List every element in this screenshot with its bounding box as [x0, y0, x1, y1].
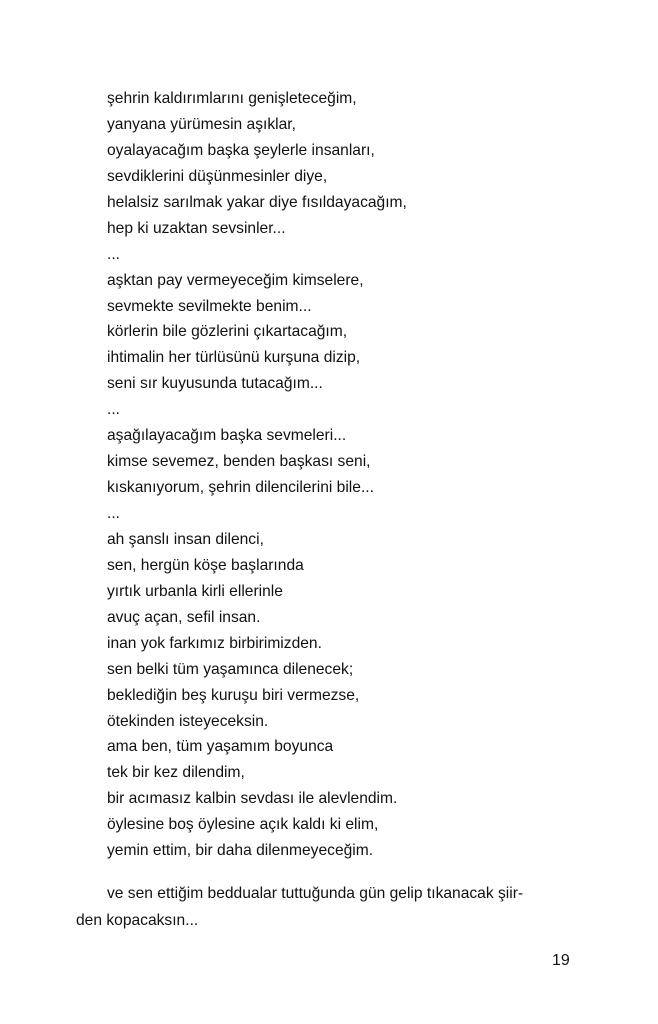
closing-line-2: den kopacaksın...: [76, 912, 199, 929]
poem-line: sen, hergün köşe başlarında: [107, 556, 304, 574]
poem-line: aşktan pay vermeyeceğim kimselere,: [107, 271, 364, 289]
poem-line: ah şanslı insan dilenci,: [107, 530, 264, 548]
poem-line: sen belki tüm yaşamınca dilenecek;: [107, 660, 354, 678]
poem-line: körlerin bile gözlerini çıkartacağım,: [107, 323, 348, 341]
poem-body: [0, 86, 658, 864]
poem-line: ama ben, tüm yaşamım boyunca: [107, 738, 334, 756]
poem-line: ötekinden isteyeceksin.: [107, 712, 269, 730]
poem-line: inan yok farkımız birbirimizden.: [107, 634, 322, 652]
poem-line: tek bir kez dilendim,: [107, 764, 245, 782]
closing-line-1: ve sen ettiğim beddualar tuttuğunda gün gelip tıkanacak şiir-: [107, 885, 524, 902]
poem-line: ...: [107, 245, 120, 263]
poem-line: beklediğin beş kuruşu biri vermezse,: [107, 686, 360, 704]
page-number: 19: [552, 952, 570, 969]
poem-line: aşağılayacağım başka sevmeleri...: [107, 427, 347, 445]
poem-line: yanyana yürümesin aşıklar,: [107, 115, 296, 133]
poem-line: şehrin kaldırımlarını genişleteceğim,: [107, 90, 357, 107]
poem-line: öylesine boş öylesine açık kaldı ki elim,: [107, 816, 379, 834]
poem-closing: [76, 880, 590, 934]
poem-line: sevdiklerini düşünmesinler diye,: [107, 167, 328, 185]
poem-line: yemin ettim, bir daha dilenmeyeceğim.: [107, 842, 374, 860]
poem-line: ...: [107, 401, 120, 419]
poem-line: sevmekte sevilmekte benim...: [107, 297, 312, 315]
poem-line: yırtık urbanla kirli ellerinle: [107, 582, 283, 600]
poem-line: seni sır kuyusunda tutacağım...: [107, 375, 323, 393]
poem-line: oyalayacağım başka şeylerle insanları,: [107, 141, 375, 159]
poem-line: avuç açan, sefil insan.: [107, 608, 261, 626]
poem-line: hep ki uzaktan sevsinler...: [107, 219, 286, 237]
poem-line: ihtimalin her türlüsünü kurşuna dizip,: [107, 349, 361, 367]
poem-line: ...: [107, 505, 120, 522]
poem-line: bir acımasız kalbin sevdası ile alevlendim.: [107, 790, 398, 808]
poem-line: kimse sevemez, benden başkası seni,: [107, 453, 371, 471]
poem-line: kıskanıyorum, şehrin dilencilerini bile...: [107, 479, 374, 497]
poem-line: helalsiz sarılmak yakar diye fısıldayacağım,: [107, 193, 407, 211]
